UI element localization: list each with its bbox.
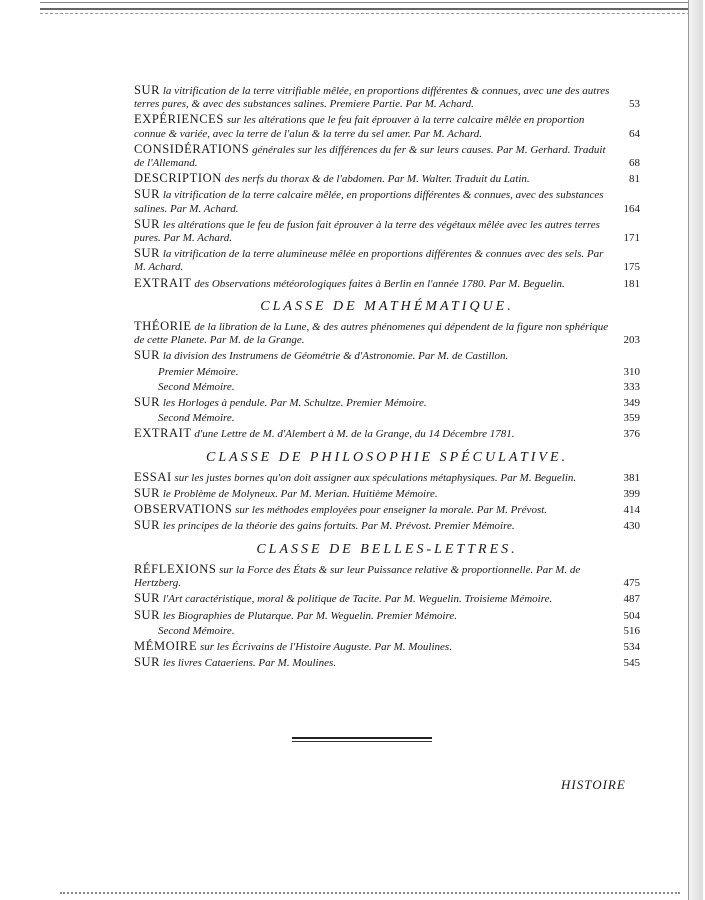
entry-title: Second Mémoire. bbox=[158, 624, 235, 637]
entry-keyword: ESSAI bbox=[134, 469, 172, 484]
entry-list-philosophie bbox=[134, 471, 640, 534]
page-number: 381 bbox=[623, 471, 640, 484]
entry-title: la vitrification de la terre vitrifiable mêlée, en proportions différentes & connues, avec une des autres terres pures, & avec des substances salines. Premiere Partie. Par M. Achard. bbox=[134, 85, 610, 111]
toc-entry bbox=[134, 487, 640, 501]
entry-keyword: EXPÉRIENCES bbox=[134, 112, 224, 127]
page-number: 164 bbox=[623, 202, 640, 215]
page-number: 181 bbox=[623, 277, 640, 290]
entry-keyword: SUR bbox=[134, 486, 161, 501]
toc-entry bbox=[134, 113, 640, 140]
entry-title: les Biographies de Plutarque. Par M. Weguelin. Premier Mémoire. bbox=[162, 609, 457, 622]
toc-entry bbox=[134, 503, 640, 517]
entry-title: sur la Force des États & sur leur Puissance relative & proportionnelle. Par M. de Hertzberg. bbox=[134, 563, 581, 590]
toc-entry bbox=[134, 172, 640, 186]
entry-keyword: DESCRIPTION bbox=[134, 171, 222, 186]
page-number: 545 bbox=[623, 657, 640, 670]
entry-title: la vitrification de la terre calcaire mêlée, en proportions différentes & connues, avec des substances salines. Par M. Achard. bbox=[134, 189, 604, 215]
entry-keyword: SUR bbox=[134, 246, 161, 261]
entry-list-physique bbox=[134, 84, 640, 291]
entry-keyword: SUR bbox=[134, 655, 161, 670]
entry-title: la division des Instrumens de Géométrie & d'Astronomie. Par M. de Castillon. bbox=[162, 350, 509, 363]
entry-title: le Problème de Molyneux. Par M. Merian. Huitième Mémoire. bbox=[162, 488, 438, 501]
section-heading-belles-lettres: CLASSE DE BELLES-LETTRES. bbox=[256, 541, 518, 557]
page-number: 504 bbox=[623, 609, 640, 622]
toc-entry bbox=[134, 218, 640, 245]
entry-title: des Observations météorologiques faites à Berlin en l'année 1780. Par M. Beguelin. bbox=[194, 277, 565, 290]
toc-entry bbox=[134, 320, 640, 347]
entry-title: sur les Écrivains de l'Histoire Auguste. Par M. Moulines. bbox=[199, 640, 452, 653]
toc-entry bbox=[134, 471, 640, 485]
catchword: HISTOIRE bbox=[561, 777, 626, 792]
section-heading-mathematique: CLASSE DE MATHÉMATIQUE. bbox=[260, 298, 514, 314]
toc-entry bbox=[134, 412, 640, 425]
page-number: 430 bbox=[623, 520, 640, 533]
page-number: 81 bbox=[629, 173, 640, 186]
entry-title: l'Art caractéristique, moral & politique de Tacite. Par M. Weguelin. Troisieme Mémoire. bbox=[162, 593, 553, 606]
toc-entry bbox=[134, 247, 640, 274]
toc-entry bbox=[134, 349, 640, 363]
top-page-border bbox=[40, 2, 690, 10]
entry-title: d'une Lettre de M. d'Alembert à M. de la Grange, du 14 Décembre 1781. bbox=[194, 428, 515, 441]
page-number: 53 bbox=[629, 98, 640, 111]
entry-keyword: MÉMOIRE bbox=[134, 638, 198, 653]
entry-title: Second Mémoire. bbox=[158, 412, 235, 425]
entry-keyword: SUR bbox=[134, 348, 161, 363]
entry-keyword: SUR bbox=[134, 591, 161, 606]
page-number: 516 bbox=[623, 624, 640, 637]
toc-entry bbox=[134, 143, 640, 170]
bottom-page-border bbox=[60, 892, 680, 894]
toc-entry bbox=[134, 188, 640, 215]
toc-entry bbox=[134, 277, 640, 291]
toc-entry bbox=[134, 609, 640, 623]
entry-keyword: RÉFLEXIONS bbox=[134, 561, 217, 576]
right-page-edge bbox=[688, 0, 703, 900]
entry-title: de la libration de la Lune, & des autres phénomenes qui dépendent de la figure non sphérique de cette Planete. Par M. de la Grange. bbox=[134, 321, 609, 347]
page-number: 534 bbox=[623, 640, 640, 653]
toc-entry bbox=[134, 625, 640, 638]
page-number: 487 bbox=[623, 593, 640, 606]
page-number: 64 bbox=[629, 127, 640, 140]
entry-keyword: SUR bbox=[134, 395, 161, 410]
entry-keyword: OBSERVATIONS bbox=[134, 502, 233, 517]
page-number: 376 bbox=[623, 428, 640, 441]
toc-entry bbox=[134, 656, 640, 670]
page-number: 171 bbox=[623, 232, 640, 245]
page-number: 399 bbox=[623, 488, 640, 501]
page-number: 175 bbox=[623, 261, 640, 274]
entry-title: les livres Cataeriens. Par M. Moulines. bbox=[162, 657, 337, 670]
page-number: 203 bbox=[623, 334, 640, 347]
entry-keyword: EXTRAIT bbox=[134, 426, 192, 441]
toc-entry bbox=[134, 563, 640, 590]
entry-title: les altérations que le feu de fusion fait éprouver à la terre des végétaux mêlée avec les autres terres pures. Par M. Achard. bbox=[134, 218, 600, 245]
toc-entry bbox=[134, 640, 640, 654]
entry-keyword: CONSIDÉRATIONS bbox=[134, 141, 250, 156]
toc-entry bbox=[134, 396, 640, 410]
entry-keyword: THÉORIE bbox=[134, 319, 192, 334]
entry-list-belles-lettres bbox=[134, 563, 640, 670]
page-number: 475 bbox=[623, 577, 640, 590]
toc-entry bbox=[134, 381, 640, 394]
entry-title: des nerfs du thorax & de l'abdomen. Par M. Walter. Traduit du Latin. bbox=[224, 173, 530, 186]
entry-title: Second Mémoire. bbox=[158, 380, 235, 393]
section-heading-philosophie: CLASSE DE PHILOSOPHIE SPÉCULATIVE. bbox=[205, 449, 569, 465]
ornamental-rule bbox=[292, 737, 432, 744]
toc-entry bbox=[134, 427, 640, 441]
toc-entry bbox=[134, 366, 640, 379]
page-number: 333 bbox=[623, 380, 640, 393]
page-number: 359 bbox=[623, 412, 640, 425]
entry-title: les principes de la théorie des gains fortuits. Par M. Prévost. Premier Mémoire. bbox=[162, 520, 515, 533]
page-number: 68 bbox=[629, 157, 640, 170]
toc-entry bbox=[134, 519, 640, 533]
entry-keyword: SUR bbox=[134, 187, 161, 202]
entry-keyword: SUR bbox=[134, 518, 161, 533]
page-number: 414 bbox=[623, 504, 640, 517]
toc-entry bbox=[134, 592, 640, 606]
entry-title: la vitrification de la terre alumineuse mêlée en proportions différentes & connues avec des sels. Par M. Achard. bbox=[134, 248, 604, 274]
toc-entry bbox=[134, 84, 640, 111]
page-number: 310 bbox=[623, 365, 640, 378]
entry-title: Premier Mémoire. bbox=[158, 365, 239, 378]
entry-keyword: SUR bbox=[134, 607, 161, 622]
entry-title: sur les justes bornes qu'on doit assigner aux spéculations métaphysiques. Par M. Beguelin. bbox=[174, 471, 577, 484]
entry-title: les Horloges à pendule. Par M. Schultze. Premier Mémoire. bbox=[162, 397, 427, 410]
entry-keyword: SUR bbox=[134, 216, 161, 231]
entry-title: sur les méthodes employées pour enseigner la morale. Par M. Prévost. bbox=[235, 504, 548, 517]
entry-list-mathematique bbox=[134, 320, 640, 442]
entry-title: générales sur les différences du fer & sur leurs causes. Par M. Gerhard. Traduit de l'Allemand. bbox=[134, 143, 606, 170]
entry-keyword: SUR bbox=[134, 83, 161, 97]
entry-title: sur les altérations que le feu fait éprouver à la terre calcaire mêlée en proportion connue & variée, avec la terre de l'alun & la terre du sel amer. Par M. Achard. bbox=[134, 114, 585, 140]
table-of-contents bbox=[134, 84, 640, 672]
page-number: 349 bbox=[623, 397, 640, 410]
entry-keyword: EXTRAIT bbox=[134, 275, 192, 290]
